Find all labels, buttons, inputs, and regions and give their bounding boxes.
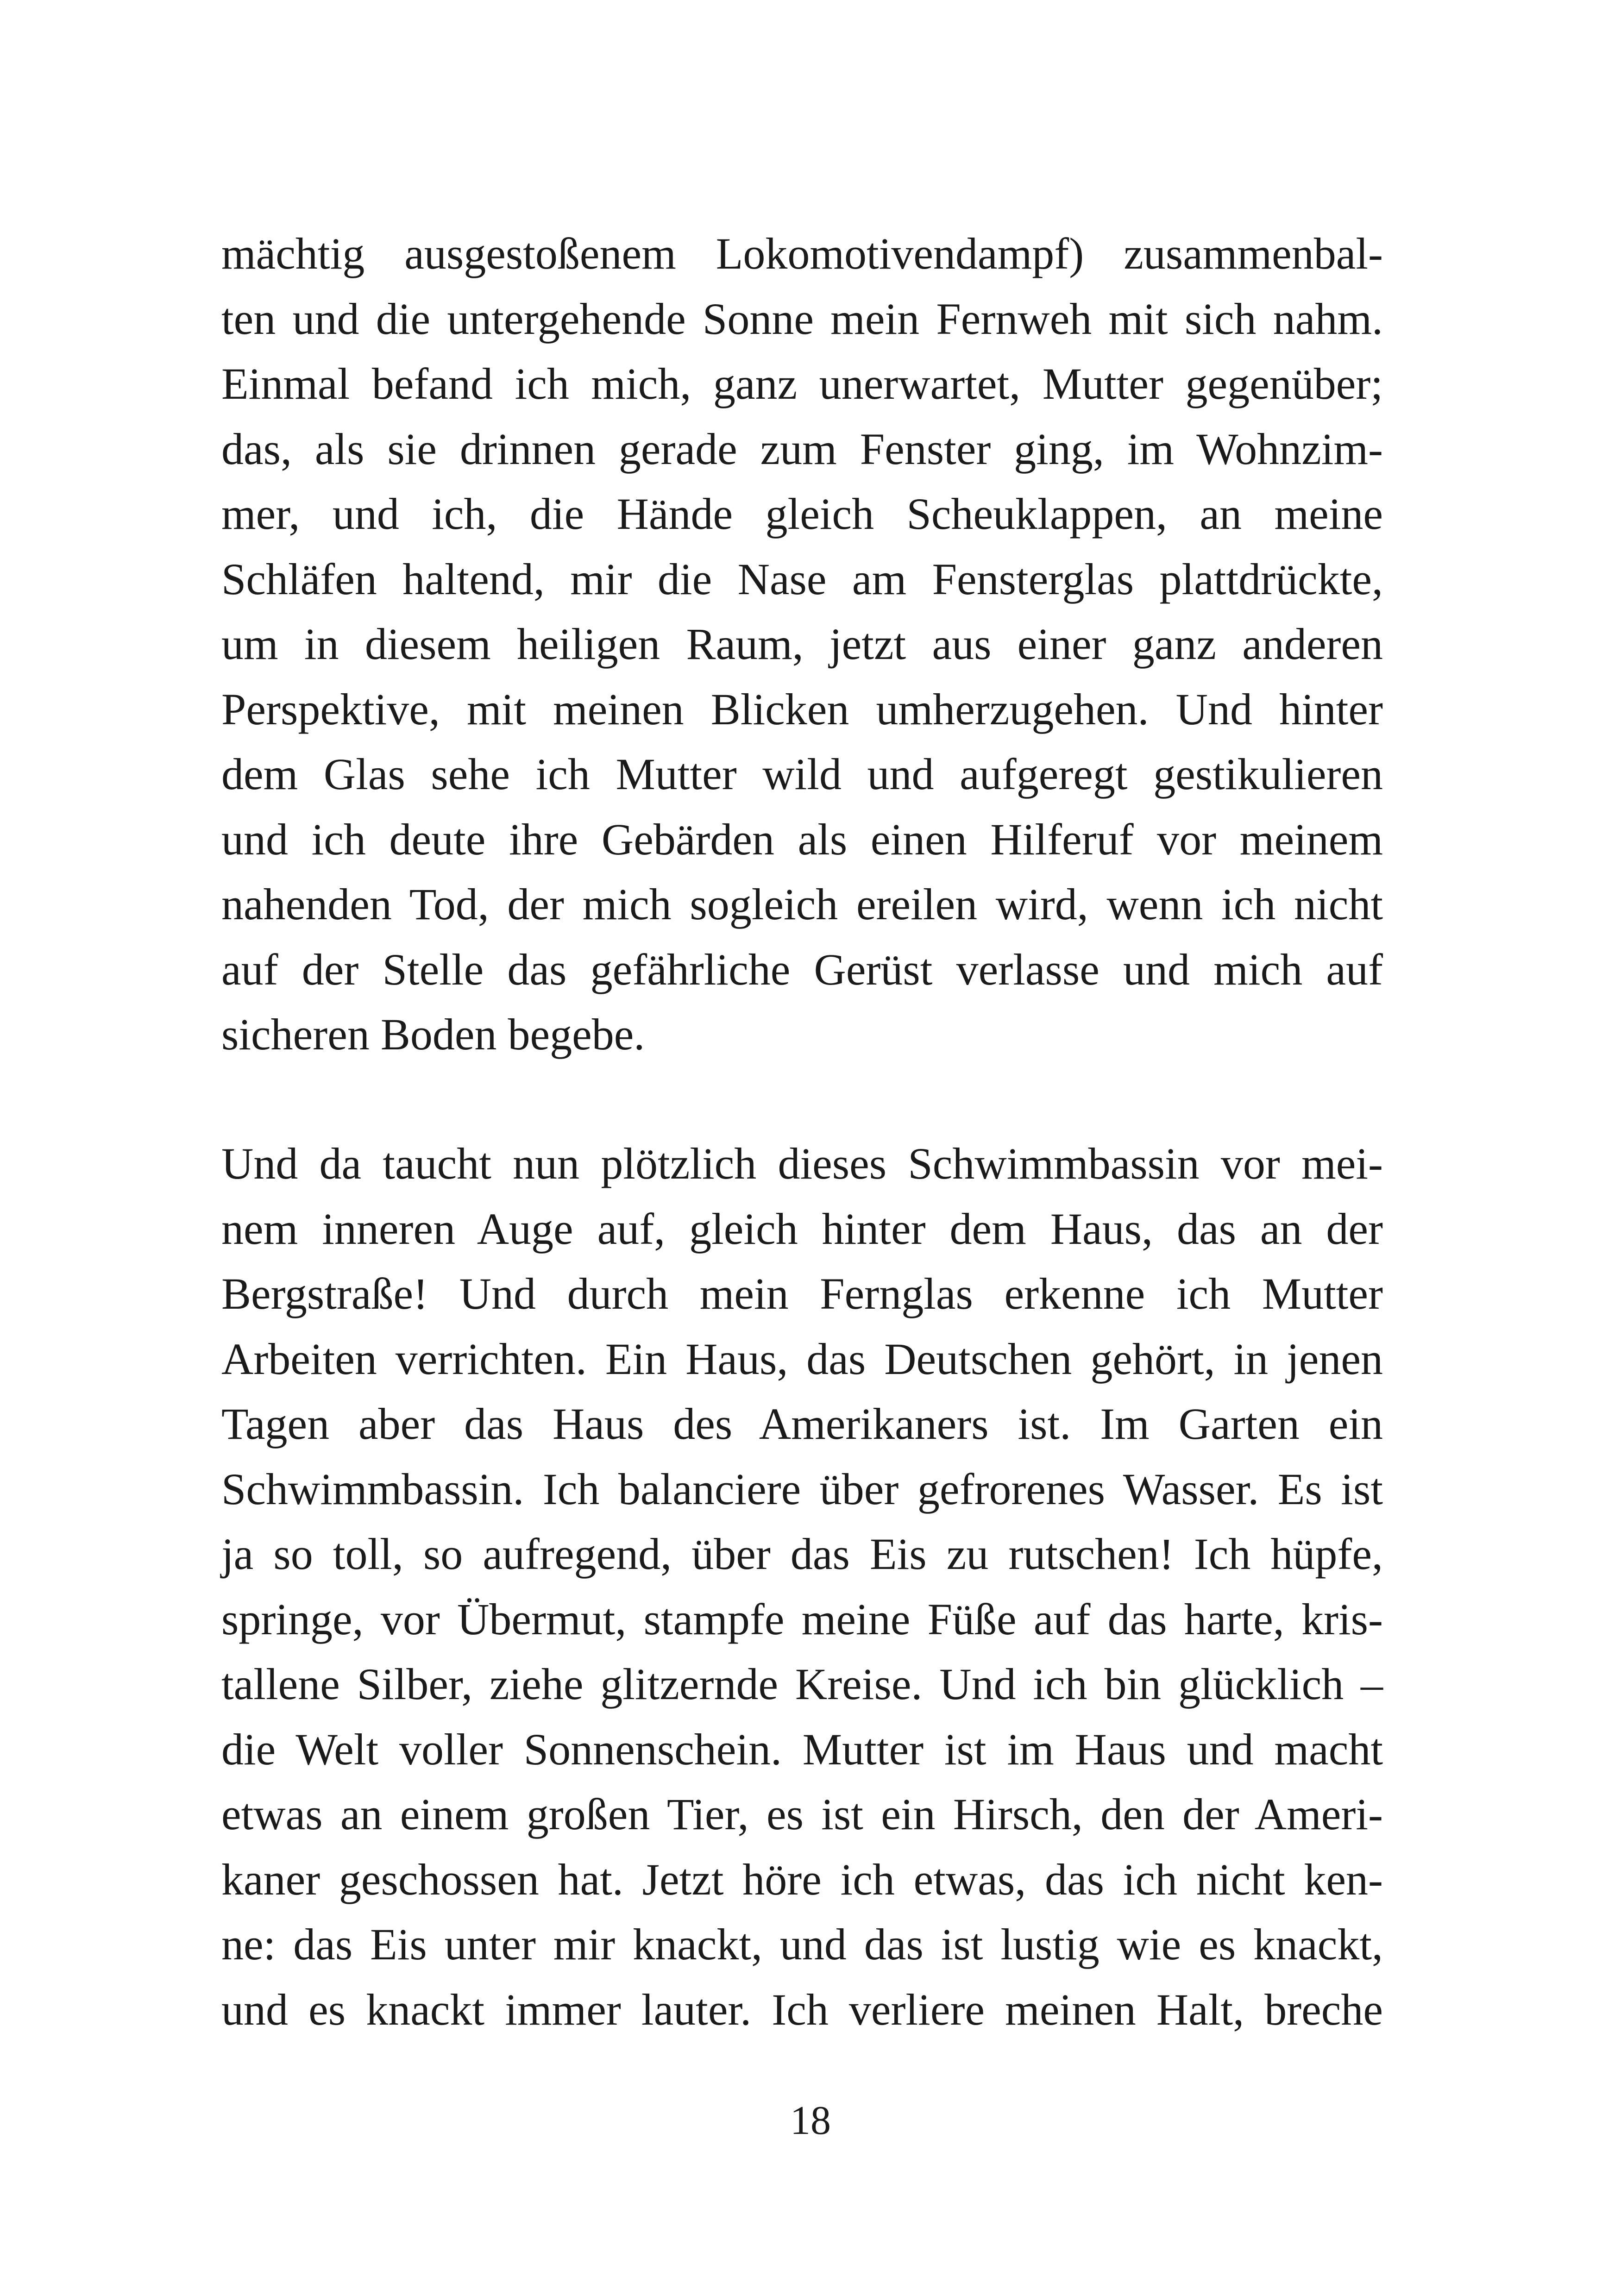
text-line: mer, und ich, die Hände gleich Scheuklappen, an meine — [221, 489, 1383, 539]
text-line: Schläfen haltend, mir die Nase am Fensterglas plattdrückte, — [221, 554, 1383, 604]
page-number: 18 — [790, 2098, 831, 2143]
text-line: die Welt voller Sonnenschein. Mutter ist im Haus und macht — [221, 1724, 1383, 1774]
text-line: ja so toll, so aufregend, über das Eis zu rutschen! Ich hüpfe, — [221, 1529, 1383, 1579]
text-line: Schwimmbassin. Ich balanciere über gefrorenes Wasser. Es ist — [221, 1464, 1383, 1514]
paragraph-1 — [221, 221, 1383, 1067]
text-line: ten und die untergehende Sonne mein Fernweh mit sich nahm. — [221, 294, 1383, 344]
paragraph-2 — [221, 1131, 1383, 2042]
text-line: und es knackt immer lauter. Ich verliere meinen Halt, breche — [221, 1984, 1383, 2034]
text-line: Und da taucht nun plötzlich dieses Schwimmbassin vor mei- — [221, 1139, 1383, 1188]
text-line: sicheren Boden begebe. — [221, 1010, 645, 1059]
text-line: Perspektive, mit meinen Blicken umherzugehen. Und hinter — [221, 684, 1383, 734]
text-line: mächtig ausgestoßenem Lokomotivendampf) zusammenbal- — [221, 229, 1383, 278]
text-line: und ich deute ihre Gebärden als einen Hilferuf vor meinem — [221, 814, 1383, 864]
text-line: tallene Silber, ziehe glitzernde Kreise. Und ich bin glücklich – — [221, 1659, 1383, 1709]
text-line: etwas an einem großen Tier, es ist ein Hirsch, den der Ameri- — [221, 1789, 1383, 1839]
text-line: Bergstraße! Und durch mein Fernglas erkenne ich Mutter — [221, 1269, 1383, 1318]
text-line: springe, vor Übermut, stampfe meine Füße auf das harte, kris- — [221, 1594, 1383, 1644]
text-line: Einmal befand ich mich, ganz unerwartet, Mutter gegenüber; — [221, 359, 1383, 408]
text-line: Arbeiten verrichten. Ein Haus, das Deutschen gehört, in jenen — [221, 1334, 1383, 1384]
text-line: ne: das Eis unter mir knackt, und das ist lustig wie es knackt, — [221, 1920, 1383, 1969]
text-line: nahenden Tod, der mich sogleich ereilen wird, wenn ich nicht — [221, 879, 1383, 929]
text-line: das, als sie drinnen gerade zum Fenster ging, im Wohnzim- — [221, 424, 1383, 474]
text-line: auf der Stelle das gefährliche Gerüst verlasse und mich auf — [221, 944, 1383, 994]
text-line: kaner geschossen hat. Jetzt höre ich etwas, das ich nicht ken- — [221, 1854, 1383, 1904]
text-line: um in diesem heiligen Raum, jetzt aus einer ganz anderen — [221, 619, 1383, 669]
text-line: Tagen aber das Haus des Amerikaners ist. Im Garten ein — [221, 1399, 1383, 1449]
text-line: dem Glas sehe ich Mutter wild und aufgeregt gestikulieren — [221, 749, 1383, 799]
text-line: nem inneren Auge auf, gleich hinter dem Haus, das an der — [221, 1204, 1383, 1254]
